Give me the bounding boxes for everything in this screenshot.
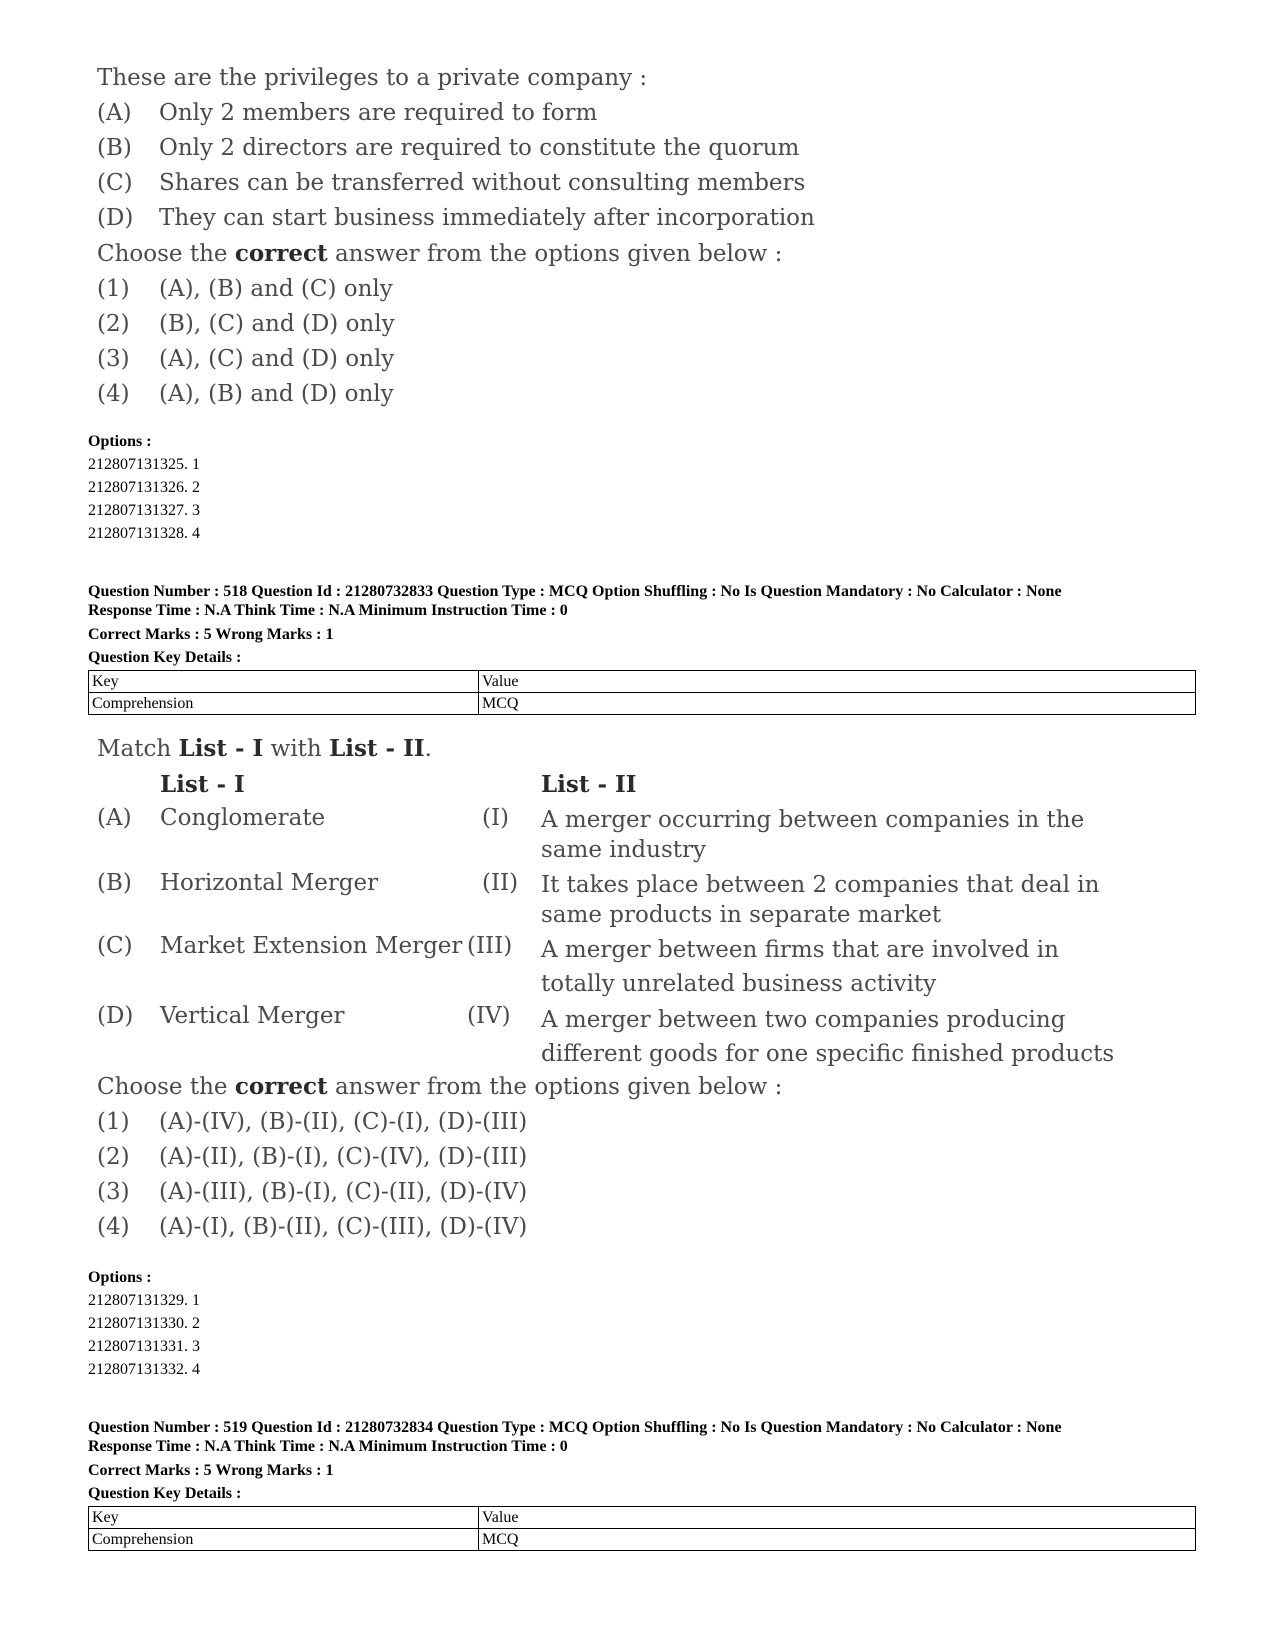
table-header-row (89, 671, 1196, 693)
q517-choose-instruction (97, 236, 815, 272)
answer-text: (B), (C) and (D) only (159, 311, 395, 337)
q517-answer (97, 377, 815, 412)
answer-label: (1) (97, 276, 130, 302)
choose-text-post: answer from the options given below : (327, 1074, 783, 1100)
q518-meta (88, 582, 1062, 620)
answer-label: (2) (97, 1144, 130, 1170)
pair-left-label: (D) (97, 1003, 134, 1029)
answer-label: (1) (97, 1109, 130, 1135)
q517-statement (97, 96, 815, 131)
statement-text: Only 2 directors are required to constitute the quorum (159, 135, 800, 161)
answer-label: (2) (97, 311, 130, 337)
option-item: 212807131325. 1 (88, 456, 200, 473)
pair-item: Vertical Merger (160, 1003, 345, 1029)
choose-text-bold: correct (234, 1073, 328, 1100)
answer-label: (4) (97, 1214, 130, 1240)
statement-text: Shares can be transferred without consulting members (159, 170, 806, 196)
pair-left-label: (B) (97, 870, 132, 896)
option-item: 212807131330. 2 (88, 1315, 200, 1332)
table-cell-value: MCQ (479, 693, 1196, 715)
answer-text: (A)-(I), (B)-(II), (C)-(III), (D)-(IV) (159, 1214, 528, 1240)
match-list1-bold: List - I (178, 735, 264, 762)
answer-text: (A)-(IV), (B)-(II), (C)-(I), (D)-(III) (159, 1109, 528, 1135)
pair-description: A merger occurring between companies in the same industry (541, 807, 1085, 863)
option-item: 212807131328. 4 (88, 525, 200, 542)
match-list2-bold: List - II (329, 735, 425, 762)
pair-left-label: (C) (97, 933, 133, 959)
answer-label: (3) (97, 1179, 130, 1205)
answer-label: (4) (97, 381, 130, 407)
pair-item: Horizontal Merger (160, 870, 379, 896)
pair-right-label: (III) (467, 933, 513, 959)
option-item: 212807131326. 2 (88, 479, 200, 496)
pair-description: A merger between two companies producing different goods for one specific finished products (541, 1007, 1115, 1067)
list1-heading: List - I (160, 771, 245, 798)
table-row (89, 1529, 1196, 1551)
answer-text: (A)-(II), (B)-(I), (C)-(IV), (D)-(III) (159, 1144, 528, 1170)
q519-meta-line2: Response Time : N.A Think Time : N.A Minimum Instruction Time : 0 (88, 1438, 568, 1455)
answer-text: (A)-(III), (B)-(I), (C)-(II), (D)-(IV) (159, 1179, 528, 1205)
option-item: 212807131329. 1 (88, 1292, 200, 1309)
q518-answer (97, 1214, 527, 1240)
table-header-value: Value (479, 1507, 1196, 1529)
answer-label: (3) (97, 346, 130, 372)
choose-text-pre: Choose the (97, 241, 235, 267)
answer-text: (A), (B) and (D) only (159, 381, 394, 407)
q518-marks: Correct Marks : 5 Wrong Marks : 1 (88, 626, 334, 643)
q519-marks: Correct Marks : 5 Wrong Marks : 1 (88, 1462, 334, 1479)
q518-meta-line2: Response Time : N.A Think Time : N.A Minimum Instruction Time : 0 (88, 602, 568, 619)
q518-answer (97, 1179, 527, 1205)
match-text-mid: with (263, 736, 330, 762)
pair-right-label: (IV) (467, 1003, 511, 1029)
pair-description: It takes place between 2 companies that deal in same products in separate market (541, 872, 1100, 928)
q519-meta (88, 1418, 1062, 1456)
statement-label: (A) (97, 100, 132, 126)
q518-answer (97, 1144, 527, 1170)
answer-text: (A), (B) and (C) only (159, 276, 393, 302)
q518-match-instruction (97, 735, 432, 762)
q517-statement (97, 201, 815, 236)
pair-right-label: (I) (482, 805, 510, 831)
q517-answer (97, 342, 815, 377)
q517-answer (97, 307, 815, 342)
choose-text-pre: Choose the (97, 1074, 235, 1100)
choose-text-bold: correct (234, 240, 328, 267)
statement-text: They can start business immediately after incorporation (159, 205, 815, 231)
match-text-post: . (424, 736, 432, 762)
options-heading: Options : (88, 1269, 152, 1286)
q517-options (88, 430, 200, 545)
statement-label: (B) (97, 135, 132, 161)
q518-meta-line1: Question Number : 518 Question Id : 21280732833 Question Type : MCQ Option Shuffling : No Is Question Mandatory : No Calculator : None (88, 583, 1062, 600)
table-header-value: Value (479, 671, 1196, 693)
q518-choose-instruction (97, 1073, 782, 1100)
table-header-key: Key (89, 671, 479, 693)
q519-key-table (88, 1506, 1196, 1551)
choose-text-post: answer from the options given below : (327, 241, 783, 267)
pair-item: Conglomerate (160, 805, 326, 831)
q519-meta-line1: Question Number : 519 Question Id : 21280732834 Question Type : MCQ Option Shuffling : No Is Question Mandatory : No Calculator : None (88, 1419, 1062, 1436)
q518-key-table (88, 670, 1196, 715)
table-header-key: Key (89, 1507, 479, 1529)
options-heading: Options : (88, 433, 152, 450)
option-item: 212807131332. 4 (88, 1361, 200, 1378)
q517-answer (97, 272, 815, 307)
pair-right-label: (II) (482, 870, 519, 896)
table-header-row (89, 1507, 1196, 1529)
pair-description: A merger between firms that are involved in totally unrelated business activity (541, 937, 1059, 997)
q518-options (88, 1266, 200, 1381)
table-cell-value: MCQ (479, 1529, 1196, 1551)
match-text-pre: Match (97, 736, 179, 762)
q517-statement (97, 131, 815, 166)
q518-key-heading: Question Key Details : (88, 649, 242, 666)
q517-stem: These are the privileges to a private company : (97, 65, 648, 91)
option-item: 212807131327. 3 (88, 502, 200, 519)
pair-item: Market Extension Merger (160, 933, 463, 959)
q519-key-heading: Question Key Details : (88, 1485, 242, 1502)
q518-answer (97, 1109, 527, 1135)
statement-label: (D) (97, 205, 134, 231)
option-item: 212807131331. 3 (88, 1338, 200, 1355)
statement-label: (C) (97, 170, 133, 196)
table-cell-key: Comprehension (89, 1529, 479, 1551)
table-cell-key: Comprehension (89, 693, 479, 715)
q517-statement (97, 166, 815, 201)
table-row (89, 693, 1196, 715)
pair-left-label: (A) (97, 805, 132, 831)
answer-text: (A), (C) and (D) only (159, 346, 395, 372)
q517-question-image (97, 61, 815, 412)
list2-heading: List - II (541, 771, 637, 798)
statement-text: Only 2 members are required to form (159, 100, 598, 126)
